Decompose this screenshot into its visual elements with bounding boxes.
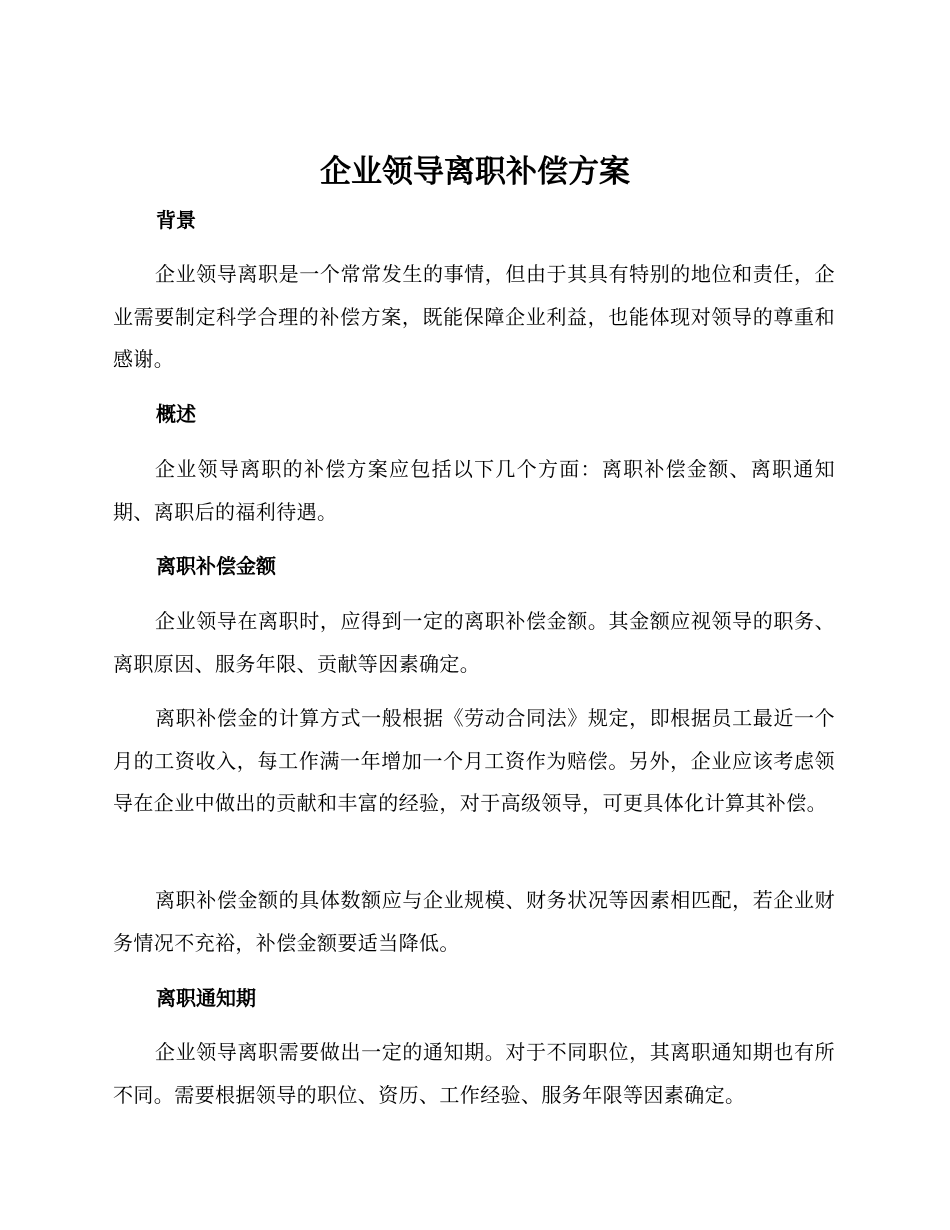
paragraph-background: 企业领导离职是一个常常发生的事情，但由于其具有特别的地位和责任，企业需要制定科学合理的补偿方案，既能保障企业利益，也能体现对领导的尊重和感谢。: [113, 262, 835, 371]
document-title: 企业领导离职补偿方案: [320, 154, 630, 190]
paragraph-compensation-amount-2: 离职补偿金的计算方式一般根据《劳动合同法》规定，即根据员工最近一个月的工资收入，每工作满一年增加一个月工资作为赔偿。另外，企业应该考虑领导在企业中做出的贡献和丰富的经验，对于高级领导，可更具体化计算其补偿。: [113, 706, 835, 815]
section-heading-notice-period: 离职通知期: [156, 986, 256, 1010]
paragraph-notice-period: 企业领导离职需要做出一定的通知期。对于不同职位，其离职通知期也有所不同。需要根据领导的职位、资历、工作经验、服务年限等因素确定。: [113, 1040, 835, 1107]
paragraph-compensation-amount-3: 离职补偿金额的具体数额应与企业规模、财务状况等因素相匹配，若企业财务情况不充裕，补偿金额要适当降低。: [113, 888, 835, 955]
paragraph-overview: 企业领导离职的补偿方案应包括以下几个方面：离职补偿金额、离职通知期、离职后的福利待遇。: [113, 457, 835, 524]
section-heading-overview: 概述: [156, 402, 196, 426]
section-heading-compensation-amount: 离职补偿金额: [156, 554, 276, 578]
paragraph-compensation-amount-1: 企业领导在离职时，应得到一定的离职补偿金额。其金额应视领导的职务、离职原因、服务年限、贡献等因素确定。: [113, 609, 835, 676]
section-heading-background: 背景: [156, 208, 196, 232]
